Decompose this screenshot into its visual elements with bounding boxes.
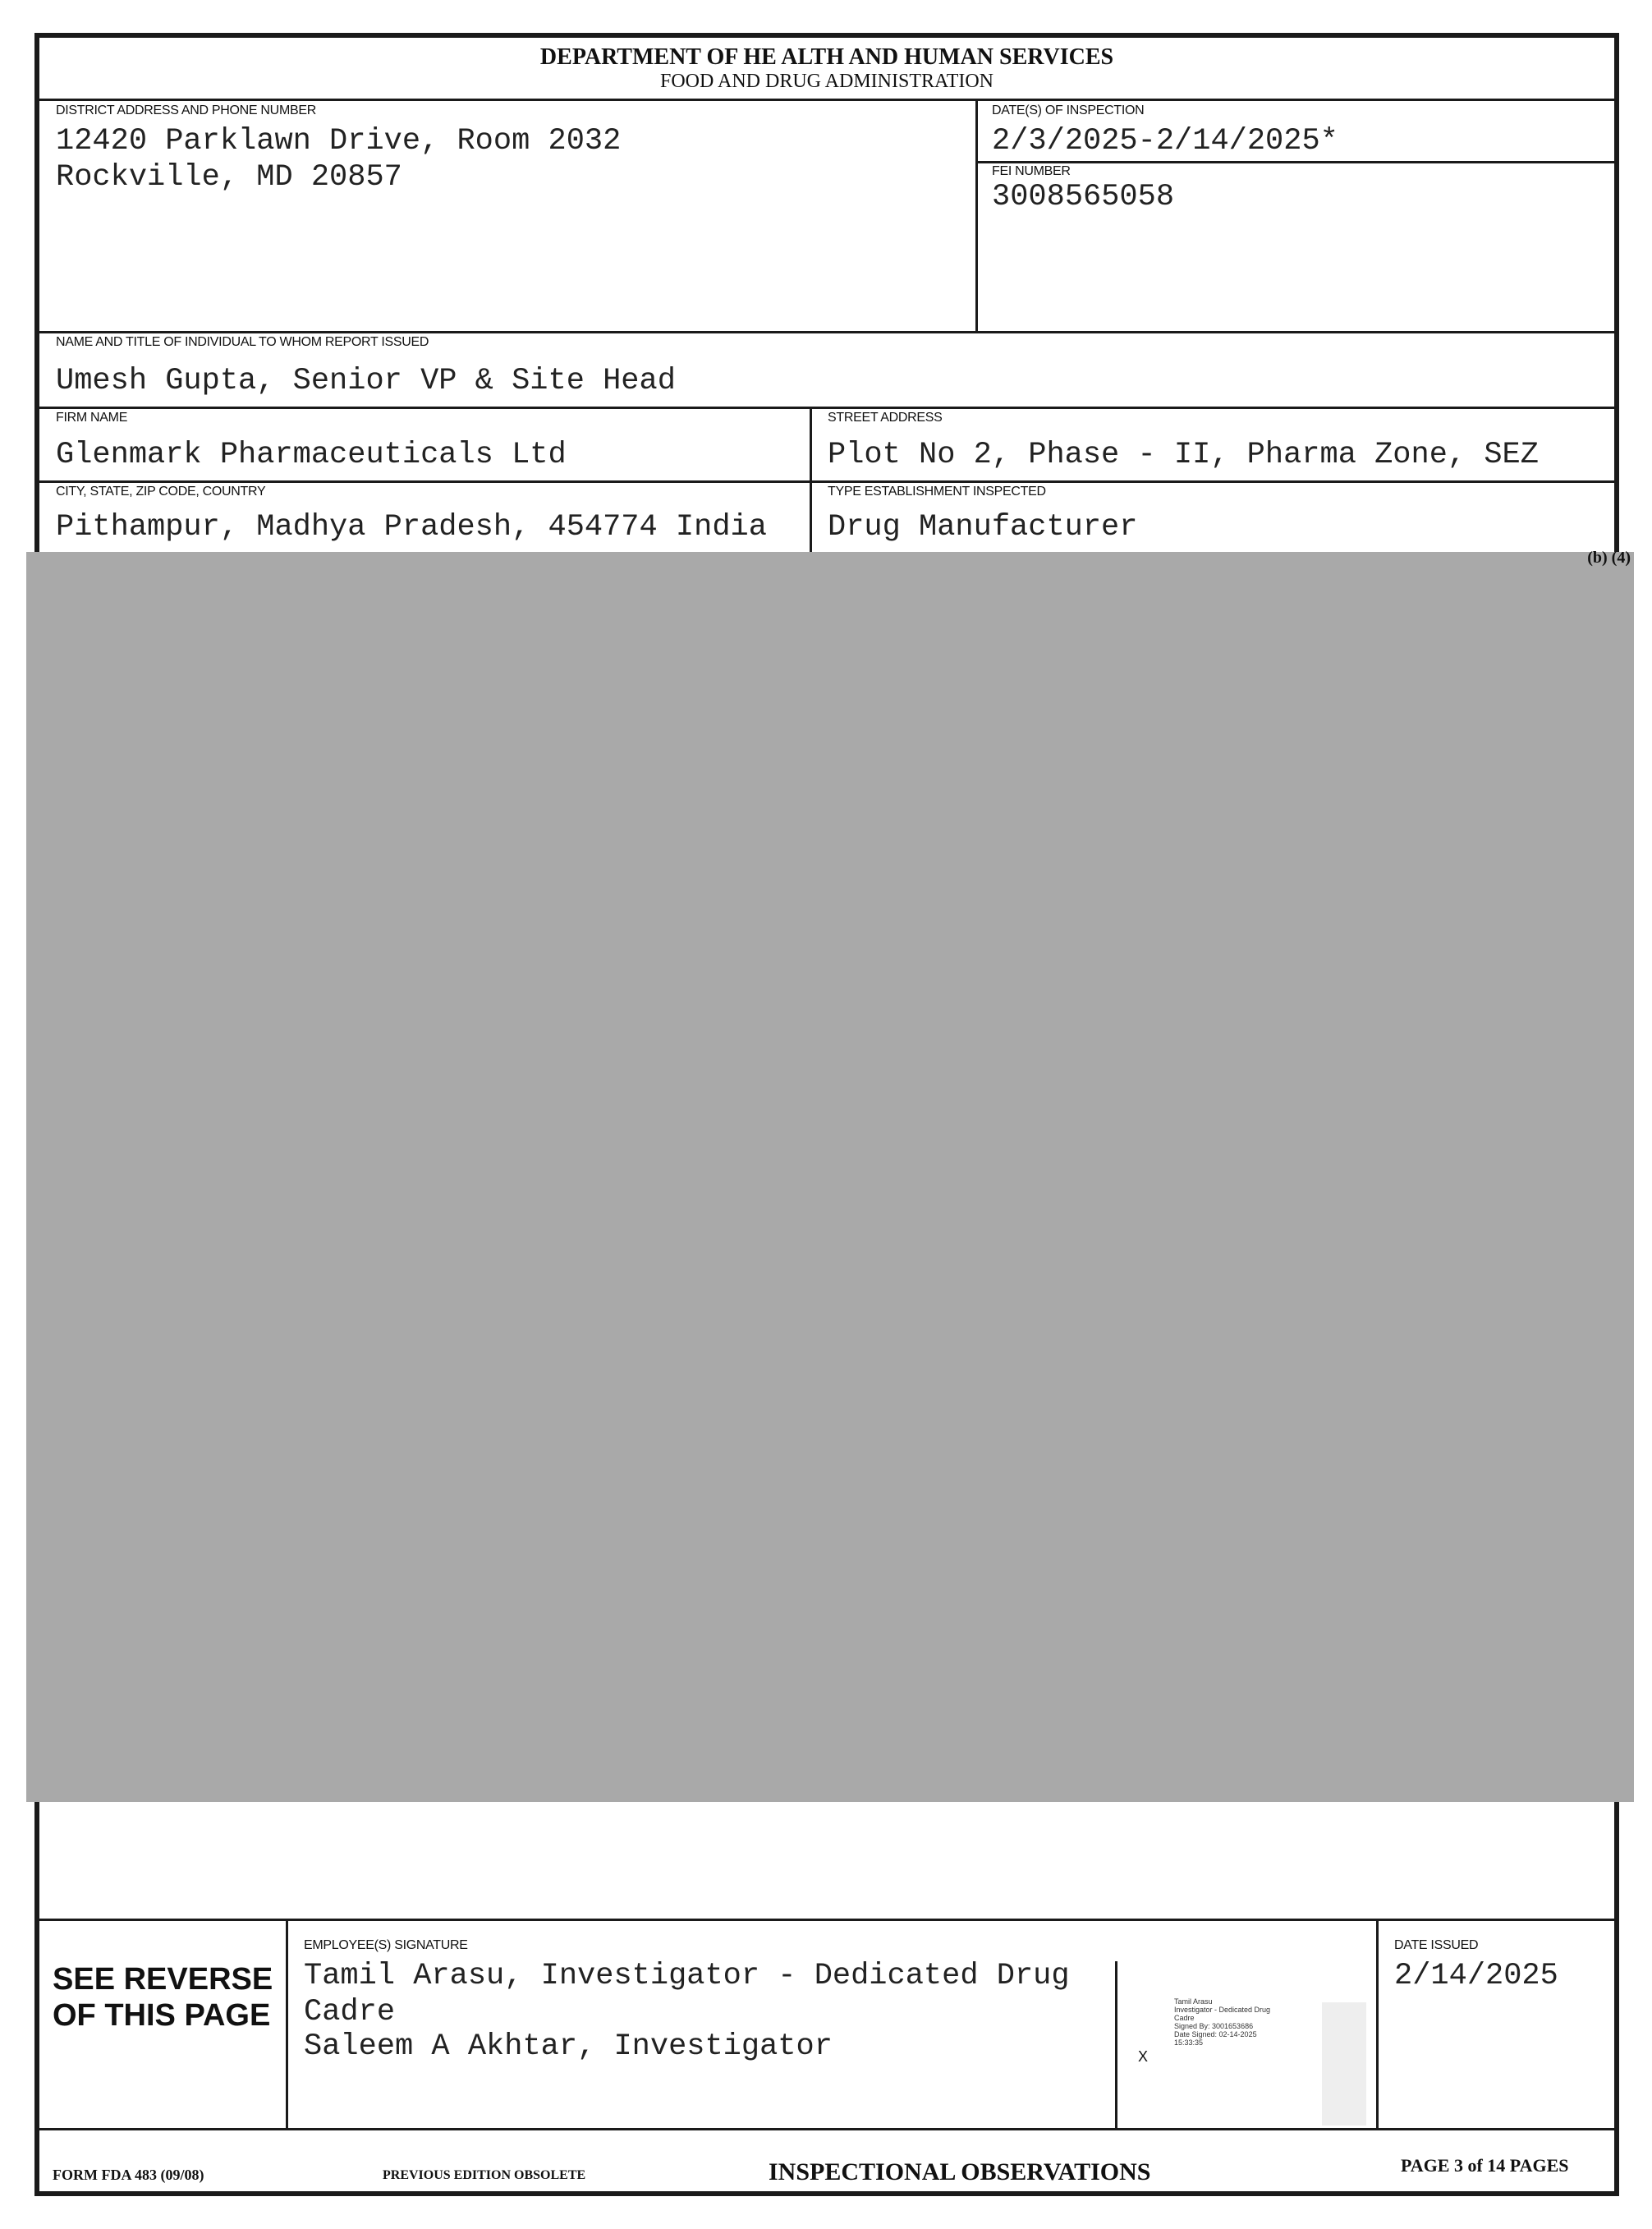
esig-line: Investigator - Dedicated Drug — [1174, 2006, 1271, 2014]
date-issued-label: DATE ISSUED — [1394, 1938, 1479, 1952]
previous-edition-note: PREVIOUS EDITION OBSOLETE — [383, 2168, 586, 2182]
esig-line: Tamil Arasu — [1174, 1997, 1213, 2006]
form-number: FORM FDA 483 (09/08) — [53, 2167, 204, 2183]
signature-label: EMPLOYEE(S) SIGNATURE — [304, 1938, 468, 1952]
recipient-label: NAME AND TITLE OF INDIVIDUAL TO WHOM REPORT ISSUED — [56, 335, 429, 349]
divider — [1115, 1961, 1117, 2130]
see-reverse-line1: SEE REVERSE — [53, 1962, 273, 1997]
esig-line: Date Signed: 02-14-2025 — [1174, 2030, 1257, 2038]
divider — [39, 2128, 1614, 2130]
signature-image-placeholder — [1322, 2002, 1366, 2126]
date-issued-value: 2/14/2025 — [1394, 1959, 1558, 1993]
agency-title: FOOD AND DRUG ADMINISTRATION — [659, 71, 994, 92]
divider — [975, 161, 1614, 163]
district-label: DISTRICT ADDRESS AND PHONE NUMBER — [56, 103, 316, 117]
divider — [39, 99, 1614, 101]
inspection-dates-label: DATE(S) OF INSPECTION — [992, 103, 1145, 117]
department-title: DEPARTMENT OF HE ALTH AND HUMAN SERVICES — [539, 44, 1114, 70]
fei-label: FEI NUMBER — [992, 164, 1071, 178]
esig-line: Signed By: 3001653686 — [1174, 2022, 1254, 2030]
city-value: Pithampur, Madhya Pradesh, 454774 India — [56, 510, 767, 545]
redaction-block — [26, 552, 1634, 1802]
page-number: PAGE 3 of 14 PAGES — [1401, 2155, 1569, 2176]
recipient-value: Umesh Gupta, Senior VP & Site Head — [56, 364, 676, 398]
signature-line1: Tamil Arasu, Investigator - Dedicated Drug — [304, 1959, 1070, 1993]
city-label: CITY, STATE, ZIP CODE, COUNTRY — [56, 485, 266, 499]
esig-line: Cadre — [1174, 2014, 1195, 2022]
signature-x-mark: X — [1138, 2048, 1149, 2065]
divider — [975, 99, 978, 333]
divider — [39, 331, 1614, 333]
signature-line3: Saleem A Akhtar, Investigator — [304, 2029, 833, 2064]
divider — [1376, 1919, 1379, 2130]
district-address-line2: Rockville, MD 20857 — [56, 160, 402, 195]
street-value: Plot No 2, Phase - II, Pharma Zone, SEZ — [828, 438, 1539, 472]
divider — [286, 1919, 288, 2130]
street-label: STREET ADDRESS — [828, 411, 943, 425]
divider — [39, 480, 1614, 483]
fei-value: 3008565058 — [992, 180, 1175, 214]
esig-line: 15:33:35 — [1174, 2038, 1204, 2047]
establishment-value: Drug Manufacturer — [828, 510, 1138, 545]
signature-line2: Cadre — [304, 1995, 396, 2029]
redaction-label: (b) (4) — [1587, 549, 1631, 567]
inspection-dates-value: 2/3/2025-2/14/2025* — [992, 124, 1338, 159]
divider — [39, 407, 1614, 409]
see-reverse-line2: OF THIS PAGE — [53, 1998, 271, 2033]
form-title: INSPECTIONAL OBSERVATIONS — [769, 2158, 1151, 2185]
establishment-label: TYPE ESTABLISHMENT INSPECTED — [828, 485, 1046, 499]
electronic-signature-stamp — [1174, 1997, 1322, 2047]
firm-label: FIRM NAME — [56, 411, 128, 425]
district-address-line1: 12420 Parklawn Drive, Room 2032 — [56, 124, 622, 159]
firm-value: Glenmark Pharmaceuticals Ltd — [56, 438, 567, 472]
